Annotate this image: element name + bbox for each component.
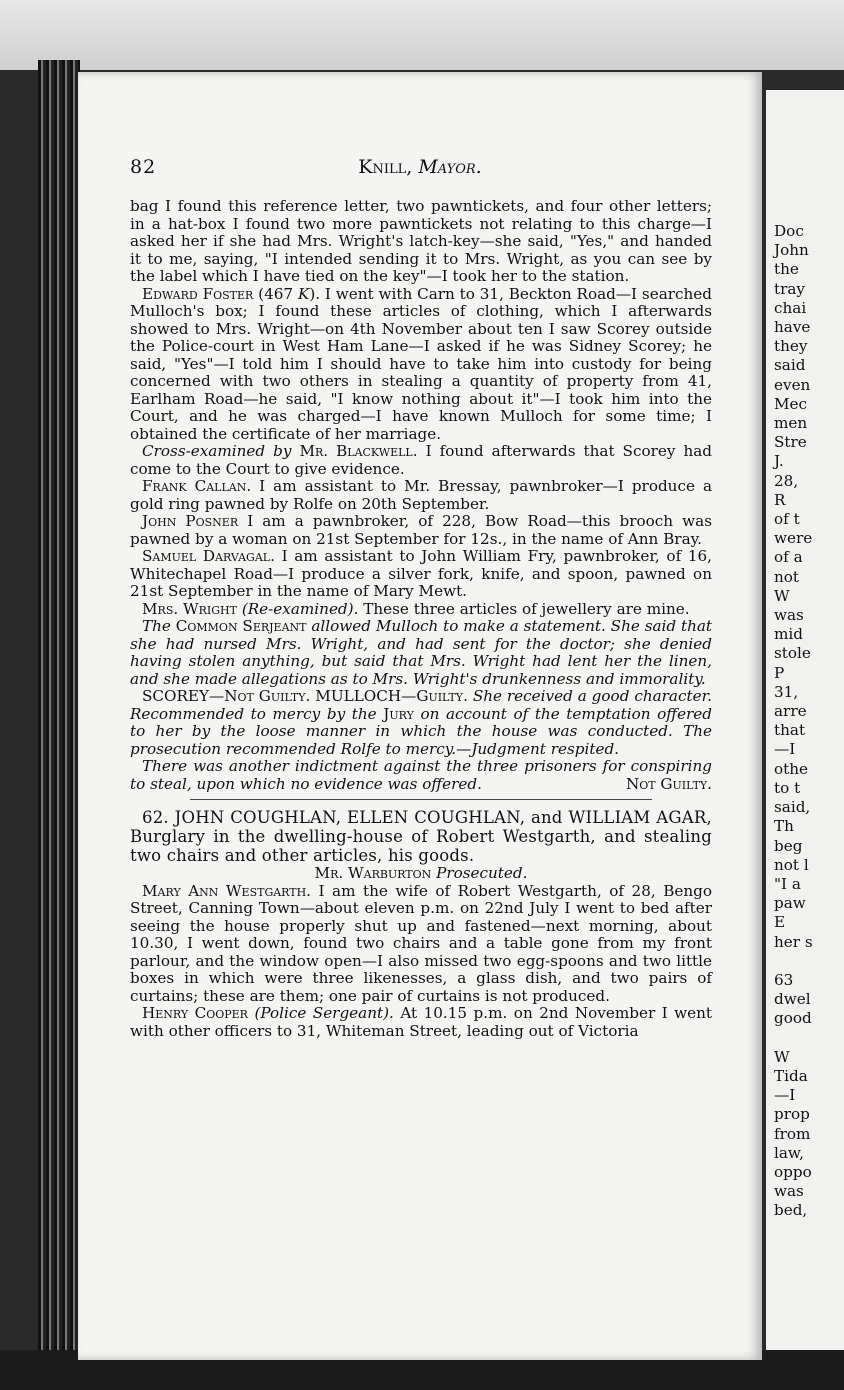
facing-page-fragment: men xyxy=(774,414,808,433)
facing-page-fragment: even xyxy=(774,375,811,394)
facing-page-fragment: 28, xyxy=(774,471,799,490)
facing-page-fragment: Th xyxy=(774,817,794,836)
paragraph: Frank Callan. I am assistant to Mr. Bressay, pawnbroker—I produce a gold ring pawned by Rolfe on 20th September. xyxy=(130,477,713,513)
facing-page-fragment: —I xyxy=(774,740,796,759)
facing-page-fragment: from xyxy=(774,1124,811,1143)
facing-page-fragment: to t xyxy=(774,778,801,797)
facing-page-fragment: that xyxy=(774,721,806,740)
facing-page-fragment: was xyxy=(774,606,804,625)
facing-page-fragment: R xyxy=(774,490,786,509)
verdict-paragraph: SCOREY—Not Guilty. MULLOCH—Guilty. She received a good character. Recommended to mercy by the Jury on account of the temptation offered to her by the loose manner in which the house was conducted. The prosecution recommended Rolfe to mercy.—Judgment respited. xyxy=(130,687,713,758)
facing-page-fragment: arre xyxy=(774,702,807,721)
facing-page-fragment: E xyxy=(774,913,786,932)
facing-page-fragment: stole xyxy=(774,644,811,663)
facing-page-fragment: W xyxy=(774,586,790,605)
facing-page-fragment: not xyxy=(774,567,800,586)
facing-page-fragment: bed, xyxy=(774,1201,808,1220)
book-page xyxy=(78,72,762,1360)
facing-page-fragment: not l xyxy=(774,855,809,874)
paragraph: The Common Serjeant allowed Mulloch to make a statement. She said that she had nursed Mrs. Wright, and had sent for the doctor; she denied having stolen anything, but said that Mrs. Wright had lent her the linen, and she made allegations as to Mrs. Wright's drunkenness and immorality. xyxy=(130,617,713,688)
facing-page-fragment: law, xyxy=(774,1143,804,1162)
facing-page-fragment xyxy=(766,952,813,971)
facing-page-fragment: of t xyxy=(774,510,800,529)
facing-page-fragment: said, xyxy=(774,798,811,817)
section-divider xyxy=(190,799,652,800)
facing-page-fragment: the xyxy=(774,260,799,279)
facing-page-fragment: J. xyxy=(774,452,784,471)
facing-page-fragment: tray xyxy=(774,279,805,298)
facing-page-fragment: was xyxy=(774,1182,804,1201)
page-top-edge xyxy=(0,0,844,70)
facing-page-fragment: othe xyxy=(774,759,809,778)
facing-page-fragment: Tida xyxy=(774,1066,808,1085)
paragraph: Cross-examined by Mr. Blackwell. I found afterwards that Scorey had come to the Court to give evidence. xyxy=(130,442,713,478)
paragraph: There was another indictment against the three prisoners for conspiring to steal, upon which no evidence was offered. Not Guilty. xyxy=(130,757,712,793)
facing-page-fragment: said xyxy=(774,356,806,375)
paragraph: John Posner I am a pawnbroker, of 228, Bow Road—this brooch was pawned by a woman on 21st September for 12s., in the name of Ann Bray. xyxy=(130,512,712,548)
paragraph: Mary Ann Westgarth. I am the wife of Robert Westgarth, of 28, Bengo Street, Canning Town—about eleven p.m. on 22nd July I went to bed after seeing the house properly shut up and fastened—next morning, about 10.30, I went down, found two chairs and a table gone from my front parlour, and the window open—I also missed two egg-spoons and two little boxes in which were three likenesses, a glass dish, and two pairs of curtains; these are them; one pair of curtains is not produced. xyxy=(130,881,712,1005)
facing-page-fragment: 31, xyxy=(774,682,799,701)
facing-page-fragment: they xyxy=(774,337,808,356)
paragraph: Henry Cooper (Police Sergeant). At 10.15 p.m. on 2nd November I went with other officers to 31, Whiteman Street, leading out of Victoria xyxy=(130,1004,713,1040)
page-body xyxy=(130,198,712,1040)
facing-page-fragment: W xyxy=(774,1047,790,1066)
facing-page-fragment: good xyxy=(774,1009,812,1028)
facing-page-fragment: beg xyxy=(774,836,803,855)
facing-page-fragment: John xyxy=(774,241,809,260)
case-title: 62. JOHN COUGHLAN, ELLEN COUGHLAN, and WILLIAM AGAR, Burglary in the dwelling-house of Robert Westgarth, and stealing two chairs and other articles, his goods. xyxy=(130,808,712,865)
paragraph: Mrs. Wright (Re-examined). These three articles of jewellery are mine. xyxy=(142,599,690,618)
facing-page-fragment: "I a xyxy=(774,874,801,893)
paragraph: bag I found this reference letter, two pawntickets, and four other letters; in a hat-box I found two more pawntickets not relating to this charge—I asked her if she had Mrs. Wright's latch-key—she said, "Yes," and handed it to me, saying, "I intended sending it to Mrs. Wright, as you can see by the label which I have tied on the key"—I took her to the station. xyxy=(130,197,712,285)
paragraph: Edward Foster (467 K). I went with Carn to 31, Beckton Road—I searched Mulloch's box; I found these articles of clothing, which I afterwards showed to Mrs. Wright—on 4th November about ten I saw Scorey outside the Police-court in West Ham Lane—I asked if he was Sidney Scorey; he said, "Yes"—I told him I should have to take him into custody for being concerned with two others in stealing a quantity of property from 41, Earlham Road—he said, "I know nothing about it"—I took him into the Court, and he was charged—I have known Mulloch for some time; I obtained the certificate of her marriage. xyxy=(130,284,713,443)
facing-page-fragment: her s xyxy=(774,932,813,951)
facing-page-fragment: chai xyxy=(774,298,807,317)
book-binding xyxy=(38,60,80,1360)
facing-page-fragment: prop xyxy=(774,1105,810,1124)
facing-page-fragment: Mec xyxy=(774,394,808,413)
paragraph: Samuel Darvagal. I am assistant to John William Fry, pawnbroker, of 16, Whitechapel Road—I produce a silver fork, knife, and spoon, pawned on 21st September in the name of Mary Mewt. xyxy=(130,547,713,600)
facing-page-fragment: P xyxy=(774,663,785,682)
facing-page-fragment: of a xyxy=(774,548,803,567)
facing-page-fragment: paw xyxy=(774,894,806,913)
facing-page-edge xyxy=(766,90,844,1370)
prosecution-line: Mr. Warburton Prosecuted. xyxy=(314,864,528,882)
facing-page-fragment: —I xyxy=(774,1086,796,1105)
facing-page-fragment xyxy=(766,1029,813,1048)
facing-page-fragment: mid xyxy=(774,625,803,644)
facing-page-fragment: dwel xyxy=(774,990,811,1009)
facing-page-fragment: were xyxy=(774,529,813,548)
facing-page-fragment: 63 xyxy=(774,970,794,989)
facing-page-fragment: Stre xyxy=(774,433,807,452)
page-number: 82 xyxy=(130,156,157,178)
page-header xyxy=(130,156,710,182)
facing-page-fragment: have xyxy=(774,318,811,337)
facing-page-fragment: oppo xyxy=(774,1162,812,1181)
facing-page-fragment: Doc xyxy=(774,222,804,240)
running-head: Knill, Mayor. xyxy=(358,156,482,178)
